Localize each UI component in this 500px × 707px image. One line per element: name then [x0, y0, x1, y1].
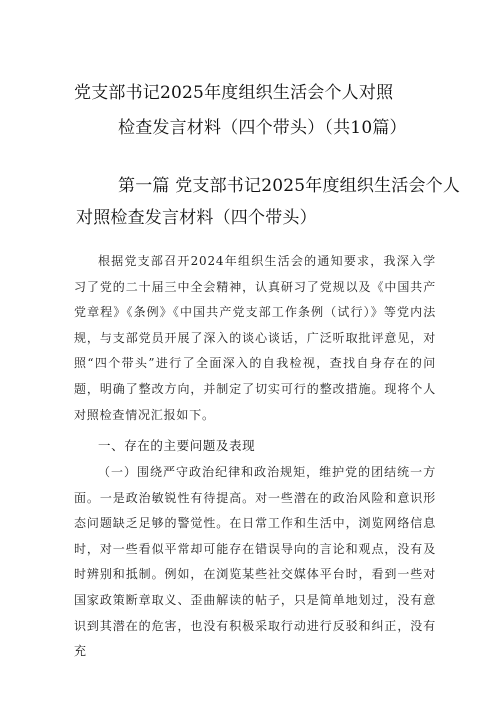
main-title-line-1: 党支部书记2025年度组织生活会个人对照	[74, 83, 394, 103]
intro-paragraph: 根据党支部召开2024年组织生活会的通知要求，我深入学习了党的二十届三中全会精神，认真研习了党规以及《中国共产党章程》《条例》《中国共产党支部工作条例（试行）》等党内法规，与支部党员开展了深入的谈心谈话，广泛听取批评意见，对照“四个带头”进行了全面深入的自我检视，查找自身存在的问题，明确了整改方向，并制定了切实可行的整改措施。现将个人对照检查情况汇报如下。	[74, 254, 436, 422]
section-heading: 一、存在的主要问题及表现	[98, 438, 256, 453]
sub-title-line-2: 对照检查发言材料（四个带头）	[76, 208, 317, 228]
sub-title-line-1: 第一篇 党支部书记2025年度组织生活会个人	[118, 176, 461, 196]
section-paragraph: （一）围绕严守政治纪律和政治规矩，维护党的团结统一方面。一是政治敏锐性有待提高。对一些潜在的政治风险和意识形态问题缺乏足够的警觉性。在日常工作和生活中，浏览网络信息时，对一些看似平常却可能存在错误导向的言论和观点，没有及时辨别和抵制。例如，在浏览某些社交媒体平台时，看到一些对国家政策断章取义、歪曲解读的帖子，只是简单地划过，没有意识到其潜在的危害，也没有积极采取行动进行反驳和纠正，没有充	[74, 465, 436, 659]
main-title-line-2: 检查发言材料（四个带头）（共10篇）	[118, 118, 407, 138]
